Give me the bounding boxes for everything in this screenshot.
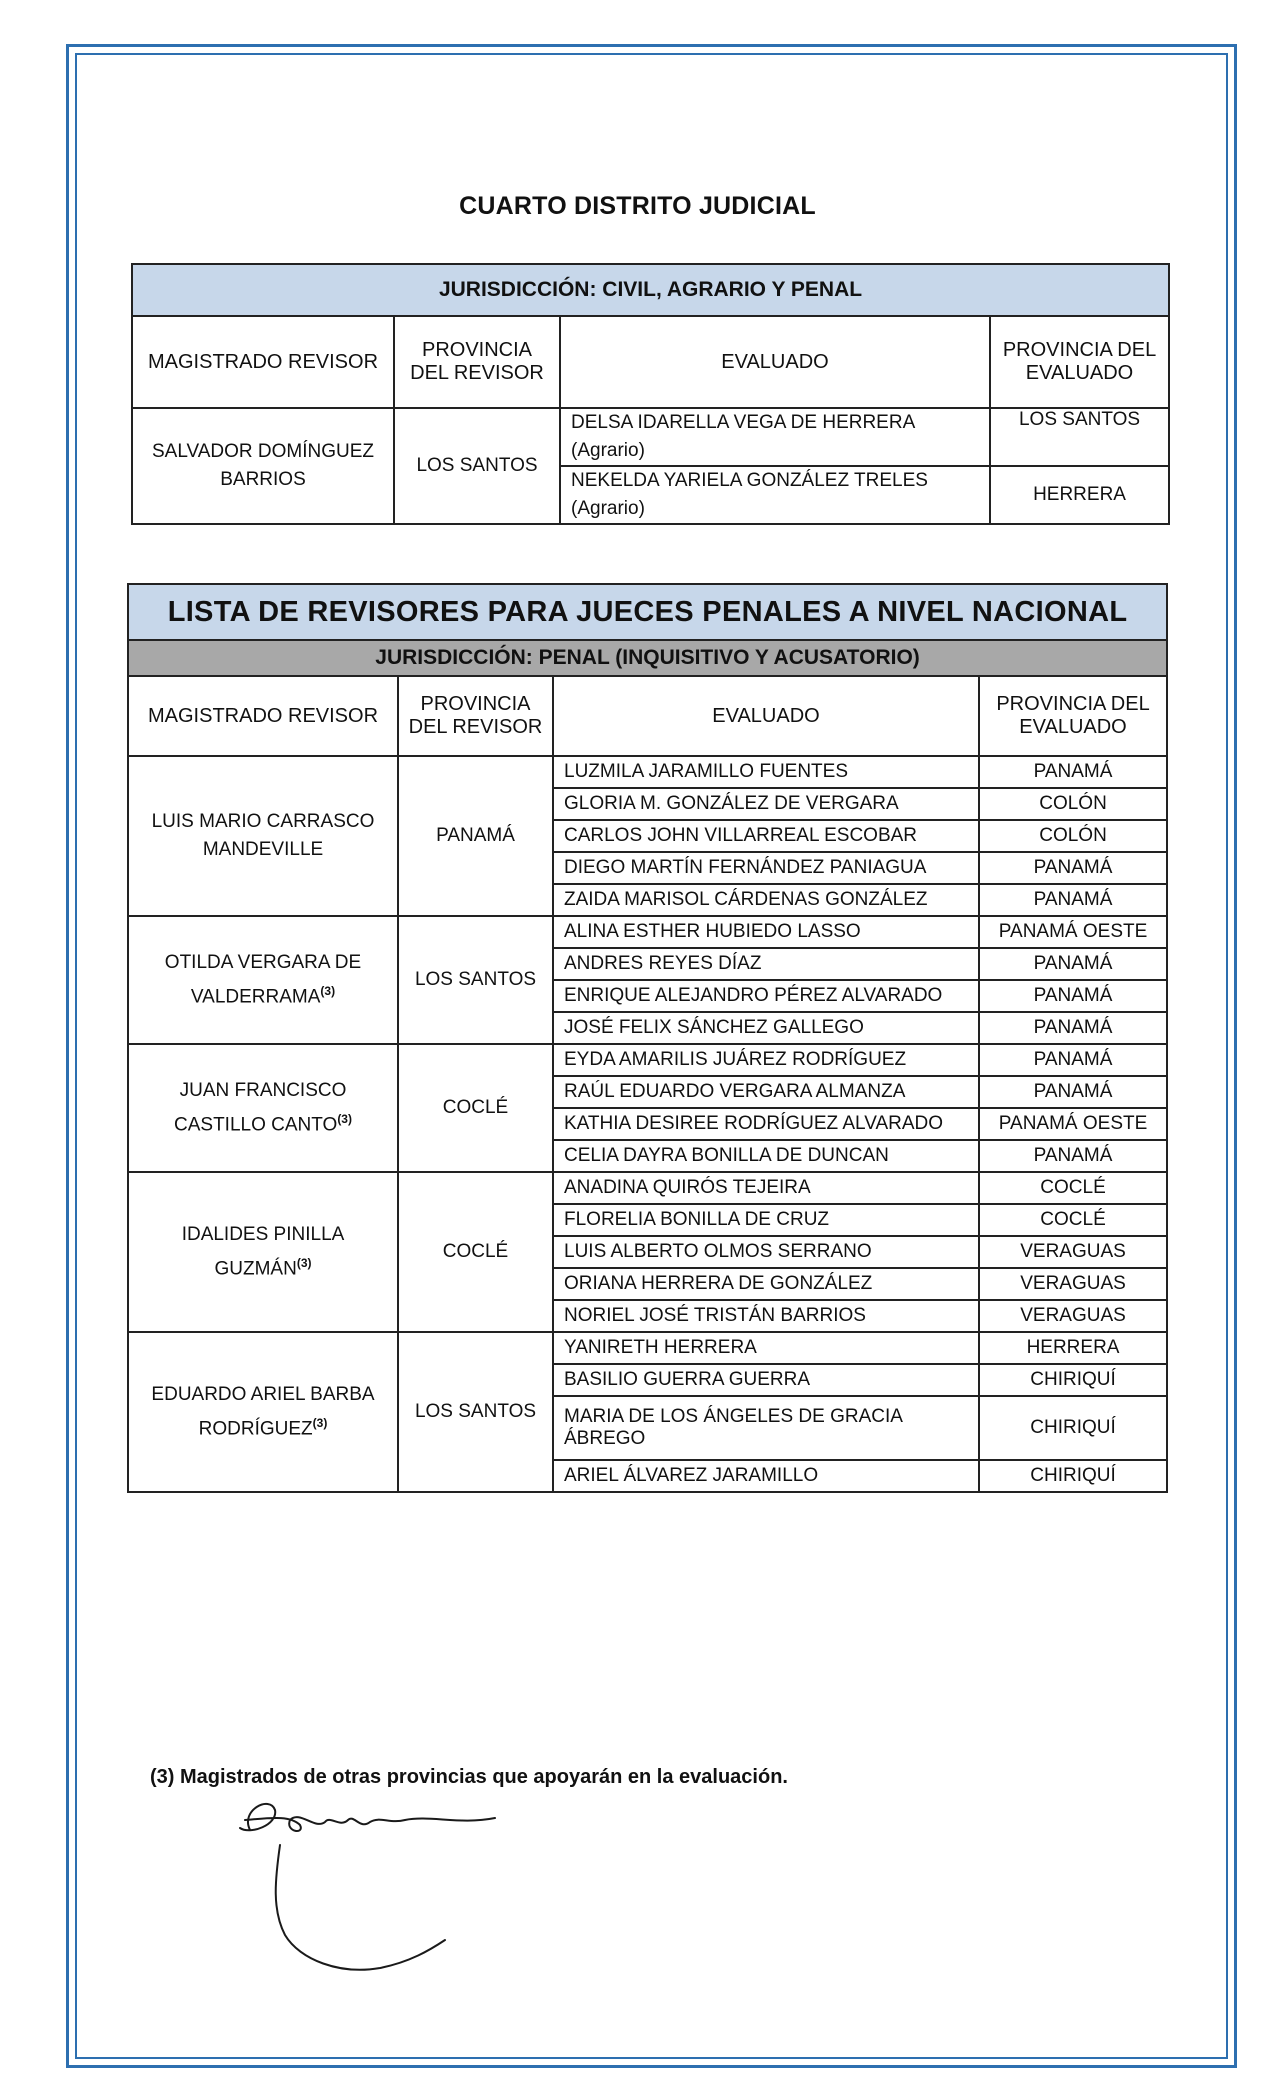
provincia-revisor: COCLÉ bbox=[398, 1044, 553, 1172]
evaluado-name: LUIS ALBERTO OLMOS SERRANO bbox=[553, 1236, 979, 1268]
header-provincia-revisor: PROVINCIA DEL REVISOR bbox=[398, 676, 553, 756]
header-provincia-revisor: PROVINCIA DEL REVISOR bbox=[394, 316, 560, 408]
evaluado-provincia: VERAGUAS bbox=[979, 1236, 1167, 1268]
evaluado-provincia: PANAMÁ bbox=[979, 1012, 1167, 1044]
jurisdiction-header: JURISDICCIÓN: CIVIL, AGRARIO Y PENAL bbox=[132, 264, 1169, 316]
table-row bbox=[128, 1332, 1167, 1364]
evaluado-name: DIEGO MARTÍN FERNÁNDEZ PANIAGUA bbox=[553, 852, 979, 884]
evaluado-name: ALINA ESTHER HUBIEDO LASSO bbox=[553, 916, 979, 948]
evaluado-provincia: COCLÉ bbox=[979, 1172, 1167, 1204]
magistrado-revisor bbox=[128, 1332, 398, 1492]
magistrado-revisor bbox=[128, 916, 398, 1044]
provincia-revisor: PANAMÁ bbox=[398, 756, 553, 916]
footnote-marker: (3) bbox=[320, 983, 336, 998]
footnote-marker: (3) bbox=[296, 1255, 312, 1270]
evaluado-provincia: HERRERA bbox=[979, 1332, 1167, 1364]
evaluado-name: ARIEL ÁLVAREZ JARAMILLO bbox=[553, 1460, 979, 1492]
provincia-revisor: LOS SANTOS bbox=[398, 1332, 553, 1492]
jueces-penales-table bbox=[127, 583, 1168, 1493]
provincia-revisor: LOS SANTOS bbox=[394, 408, 560, 524]
evaluado-provincia: COLÓN bbox=[979, 788, 1167, 820]
evaluado-name: GLORIA M. GONZÁLEZ DE VERGARA bbox=[553, 788, 979, 820]
header-evaluado: EVALUADO bbox=[553, 676, 979, 756]
evaluado-provincia: COLÓN bbox=[979, 820, 1167, 852]
evaluado-provincia: PANAMÁ bbox=[979, 980, 1167, 1012]
list-title: LISTA DE REVISORES PARA JUECES PENALES A NIVEL NACIONAL bbox=[128, 584, 1167, 640]
evaluado-provincia: PANAMÁ OESTE bbox=[979, 916, 1167, 948]
evaluado-name: ORIANA HERRERA DE GONZÁLEZ bbox=[553, 1268, 979, 1300]
evaluado-provincia: PANAMÁ bbox=[979, 1076, 1167, 1108]
evaluado-provincia: VERAGUAS bbox=[979, 1268, 1167, 1300]
evaluado-name: YANIRETH HERRERA bbox=[553, 1332, 979, 1364]
magistrado-name: LUIS MARIO CARRASCO MANDEVILLE bbox=[151, 811, 375, 860]
evaluado-provincia: PANAMÁ OESTE bbox=[979, 1108, 1167, 1140]
evaluado-provincia: CHIRIQUÍ bbox=[979, 1396, 1167, 1460]
evaluado-name: CARLOS JOHN VILLARREAL ESCOBAR bbox=[553, 820, 979, 852]
evaluado-provincia: PANAMÁ bbox=[979, 948, 1167, 980]
evaluado-provincia: CHIRIQUÍ bbox=[979, 1364, 1167, 1396]
footnote-marker: (3) bbox=[312, 1415, 328, 1430]
table-row bbox=[128, 756, 1167, 788]
evaluado-name: RAÚL EDUARDO VERGARA ALMANZA bbox=[553, 1076, 979, 1108]
evaluado-name: JOSÉ FELIX SÁNCHEZ GALLEGO bbox=[553, 1012, 979, 1044]
evaluado-provincia: PANAMÁ bbox=[979, 884, 1167, 916]
evaluado-provincia: CHIRIQUÍ bbox=[979, 1460, 1167, 1492]
evaluado-name: NEKELDA YARIELA GONZÁLEZ TRELES (Agrario) bbox=[560, 466, 990, 524]
footnote-marker: (3) bbox=[337, 1111, 352, 1126]
magistrado-name: JUAN FRANCISCO CASTILLO CANTO bbox=[174, 1079, 347, 1136]
evaluado-provincia: PANAMÁ bbox=[979, 756, 1167, 788]
evaluado-name: ENRIQUE ALEJANDRO PÉREZ ALVARADO bbox=[553, 980, 979, 1012]
magistrado-name: EDUARDO ARIEL BARBA RODRÍGUEZ bbox=[151, 1383, 375, 1440]
evaluado-name: FLORELIA BONILLA DE CRUZ bbox=[553, 1204, 979, 1236]
header-provincia-evaluado: PROVINCIA DEL EVALUADO bbox=[990, 316, 1169, 408]
evaluado-name: KATHIA DESIREE RODRÍGUEZ ALVARADO bbox=[553, 1108, 979, 1140]
evaluado-provincia: PANAMÁ bbox=[979, 852, 1167, 884]
evaluado-provincia: PANAMÁ bbox=[979, 1140, 1167, 1172]
evaluado-provincia: VERAGUAS bbox=[979, 1300, 1167, 1332]
evaluado-name: ZAIDA MARISOL CÁRDENAS GONZÁLEZ bbox=[553, 884, 979, 916]
magistrado-name: IDALIDES PINILLA GUZMÁN bbox=[181, 1223, 345, 1280]
footnote: (3) Magistrados de otras provincias que apoyarán en la evaluación. bbox=[150, 1766, 788, 1788]
evaluado-provincia: COCLÉ bbox=[979, 1204, 1167, 1236]
table-row bbox=[128, 1172, 1167, 1204]
evaluado-name: CELIA DAYRA BONILLA DE DUNCAN bbox=[553, 1140, 979, 1172]
magistrado-revisor bbox=[128, 1172, 398, 1332]
magistrado-revisor bbox=[128, 756, 398, 916]
civil-agrario-penal-table bbox=[131, 263, 1170, 525]
provincia-revisor: COCLÉ bbox=[398, 1172, 553, 1332]
evaluado-name: ANDRES REYES DÍAZ bbox=[553, 948, 979, 980]
header-provincia-evaluado: PROVINCIA DEL EVALUADO bbox=[979, 676, 1167, 756]
evaluado-name: DELSA IDARELLA VEGA DE HERRERA (Agrario) bbox=[560, 408, 990, 466]
header-magistrado-revisor: MAGISTRADO REVISOR bbox=[128, 676, 398, 756]
evaluado-name: BASILIO GUERRA GUERRA bbox=[553, 1364, 979, 1396]
jurisdiction-header: JURISDICCIÓN: PENAL (INQUISITIVO Y ACUSATORIO) bbox=[128, 640, 1167, 676]
magistrado-name: OTILDA VERGARA DE VALDERRAMA bbox=[164, 951, 362, 1008]
evaluado-name: NORIEL JOSÉ TRISTÁN BARRIOS bbox=[553, 1300, 979, 1332]
evaluado-name: ANADINA QUIRÓS TEJEIRA bbox=[553, 1172, 979, 1204]
evaluado-name: MARIA DE LOS ÁNGELES DE GRACIA ÁBREGO bbox=[553, 1396, 979, 1460]
magistrado-revisor bbox=[128, 1044, 398, 1172]
evaluado-name: EYDA AMARILIS JUÁREZ RODRÍGUEZ bbox=[553, 1044, 979, 1076]
evaluado-provincia: HERRERA bbox=[990, 466, 1169, 524]
evaluado-name: LUZMILA JARAMILLO FUENTES bbox=[553, 756, 979, 788]
header-magistrado-revisor: MAGISTRADO REVISOR bbox=[132, 316, 394, 408]
table-row bbox=[128, 1044, 1167, 1076]
table-row bbox=[128, 916, 1167, 948]
handwritten-signature bbox=[230, 1790, 530, 1990]
magistrado-revisor: SALVADOR DOMÍNGUEZ BARRIOS bbox=[132, 408, 394, 524]
provincia-revisor: LOS SANTOS bbox=[398, 916, 553, 1044]
header-evaluado: EVALUADO bbox=[560, 316, 990, 408]
page-title: CUARTO DISTRITO JUDICIAL bbox=[459, 192, 816, 220]
evaluado-provincia: LOS SANTOS bbox=[990, 408, 1169, 466]
evaluado-provincia: PANAMÁ bbox=[979, 1044, 1167, 1076]
